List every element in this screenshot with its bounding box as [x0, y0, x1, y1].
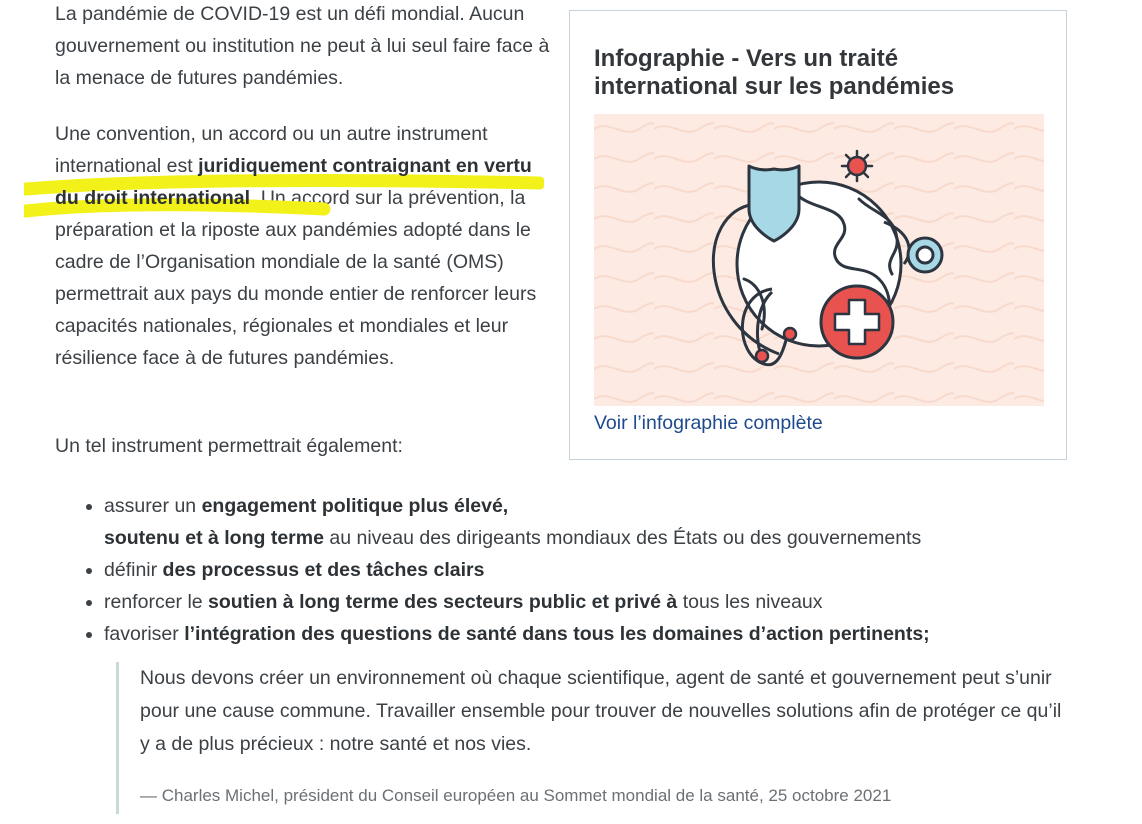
paragraph-2-start: Une convention, un accord ou un autre instrument international est [55, 123, 488, 177]
pandemic-treaty-illustration[interactable] [594, 114, 1044, 406]
highlighted-text: juridiquement contraignant en vertu du droit international [55, 155, 532, 209]
infographic-box [569, 10, 1067, 460]
virus-icon [842, 151, 872, 181]
intro-paragraph-1: La pandémie de COVID-19 est un défi mondial. Aucun gouvernement ou institution ne peut à lui seul faire face à la menace de futures pandémies. [55, 3, 550, 89]
intro-paragraph-3: Un tel instrument permettrait également: [55, 435, 403, 457]
medical-cross-icon [821, 286, 893, 358]
intro-paragraph-2 [55, 118, 550, 374]
list-item-text: favoriser [104, 623, 185, 645]
list-item-text: assurer un [104, 495, 202, 517]
list-item-text: au niveau des dirigeants mondiaux des États ou des gouvernements [323, 527, 922, 549]
quote-text: Nous devons créer un environnement où chaque scientifique, agent de santé et gouvernement peut s’unir pour une cause commune. Travailler ensemble pour trouver de nouvelles solutions afin de protéger ce qu’il y a de plus précieux : notre santé et nos vies. [140, 667, 1062, 755]
list-item [104, 618, 1142, 650]
benefits-list [55, 490, 1142, 650]
infographic-title: Infographie - Vers un traité international sur les pandémies [594, 45, 955, 100]
quote-citation: — Charles Michel, président du Conseil européen au Sommet mondial de la santé, 25 octobre 2021 [140, 786, 892, 805]
list-item-emphasis: des processus et des tâches clairs [162, 559, 485, 581]
list-item [104, 586, 1142, 618]
list-item-text: tous les niveaux [677, 591, 823, 613]
paragraph-2-end: . Un accord sur la prévention, la préparation et la riposte aux pandémies adopté dans le cadre de l’Organisation mondiale de la santé (OMS) permettrait aux pays du monde entier de renforcer leurs capacités nationales, régionales et mondiales et leur résilience face à de futures pandémies. [55, 187, 537, 369]
list-item-text: renforcer le [104, 591, 209, 613]
list-item-emphasis: l’intégration des questions de santé dans tous les domaines d’action pertinents; [184, 623, 930, 645]
view-full-infographic-link[interactable]: Voir l’infographie complète [594, 412, 823, 434]
list-item-emphasis: soutenu et à long terme [104, 527, 324, 549]
list-item-text: définir [104, 559, 163, 581]
list-item-emphasis: soutien à long terme des secteurs public et privé à [208, 591, 678, 613]
quote-block [116, 662, 1079, 814]
list-item [104, 490, 1142, 554]
list-item-emphasis: engagement politique plus élevé, [201, 495, 509, 517]
list-item [104, 554, 1142, 586]
